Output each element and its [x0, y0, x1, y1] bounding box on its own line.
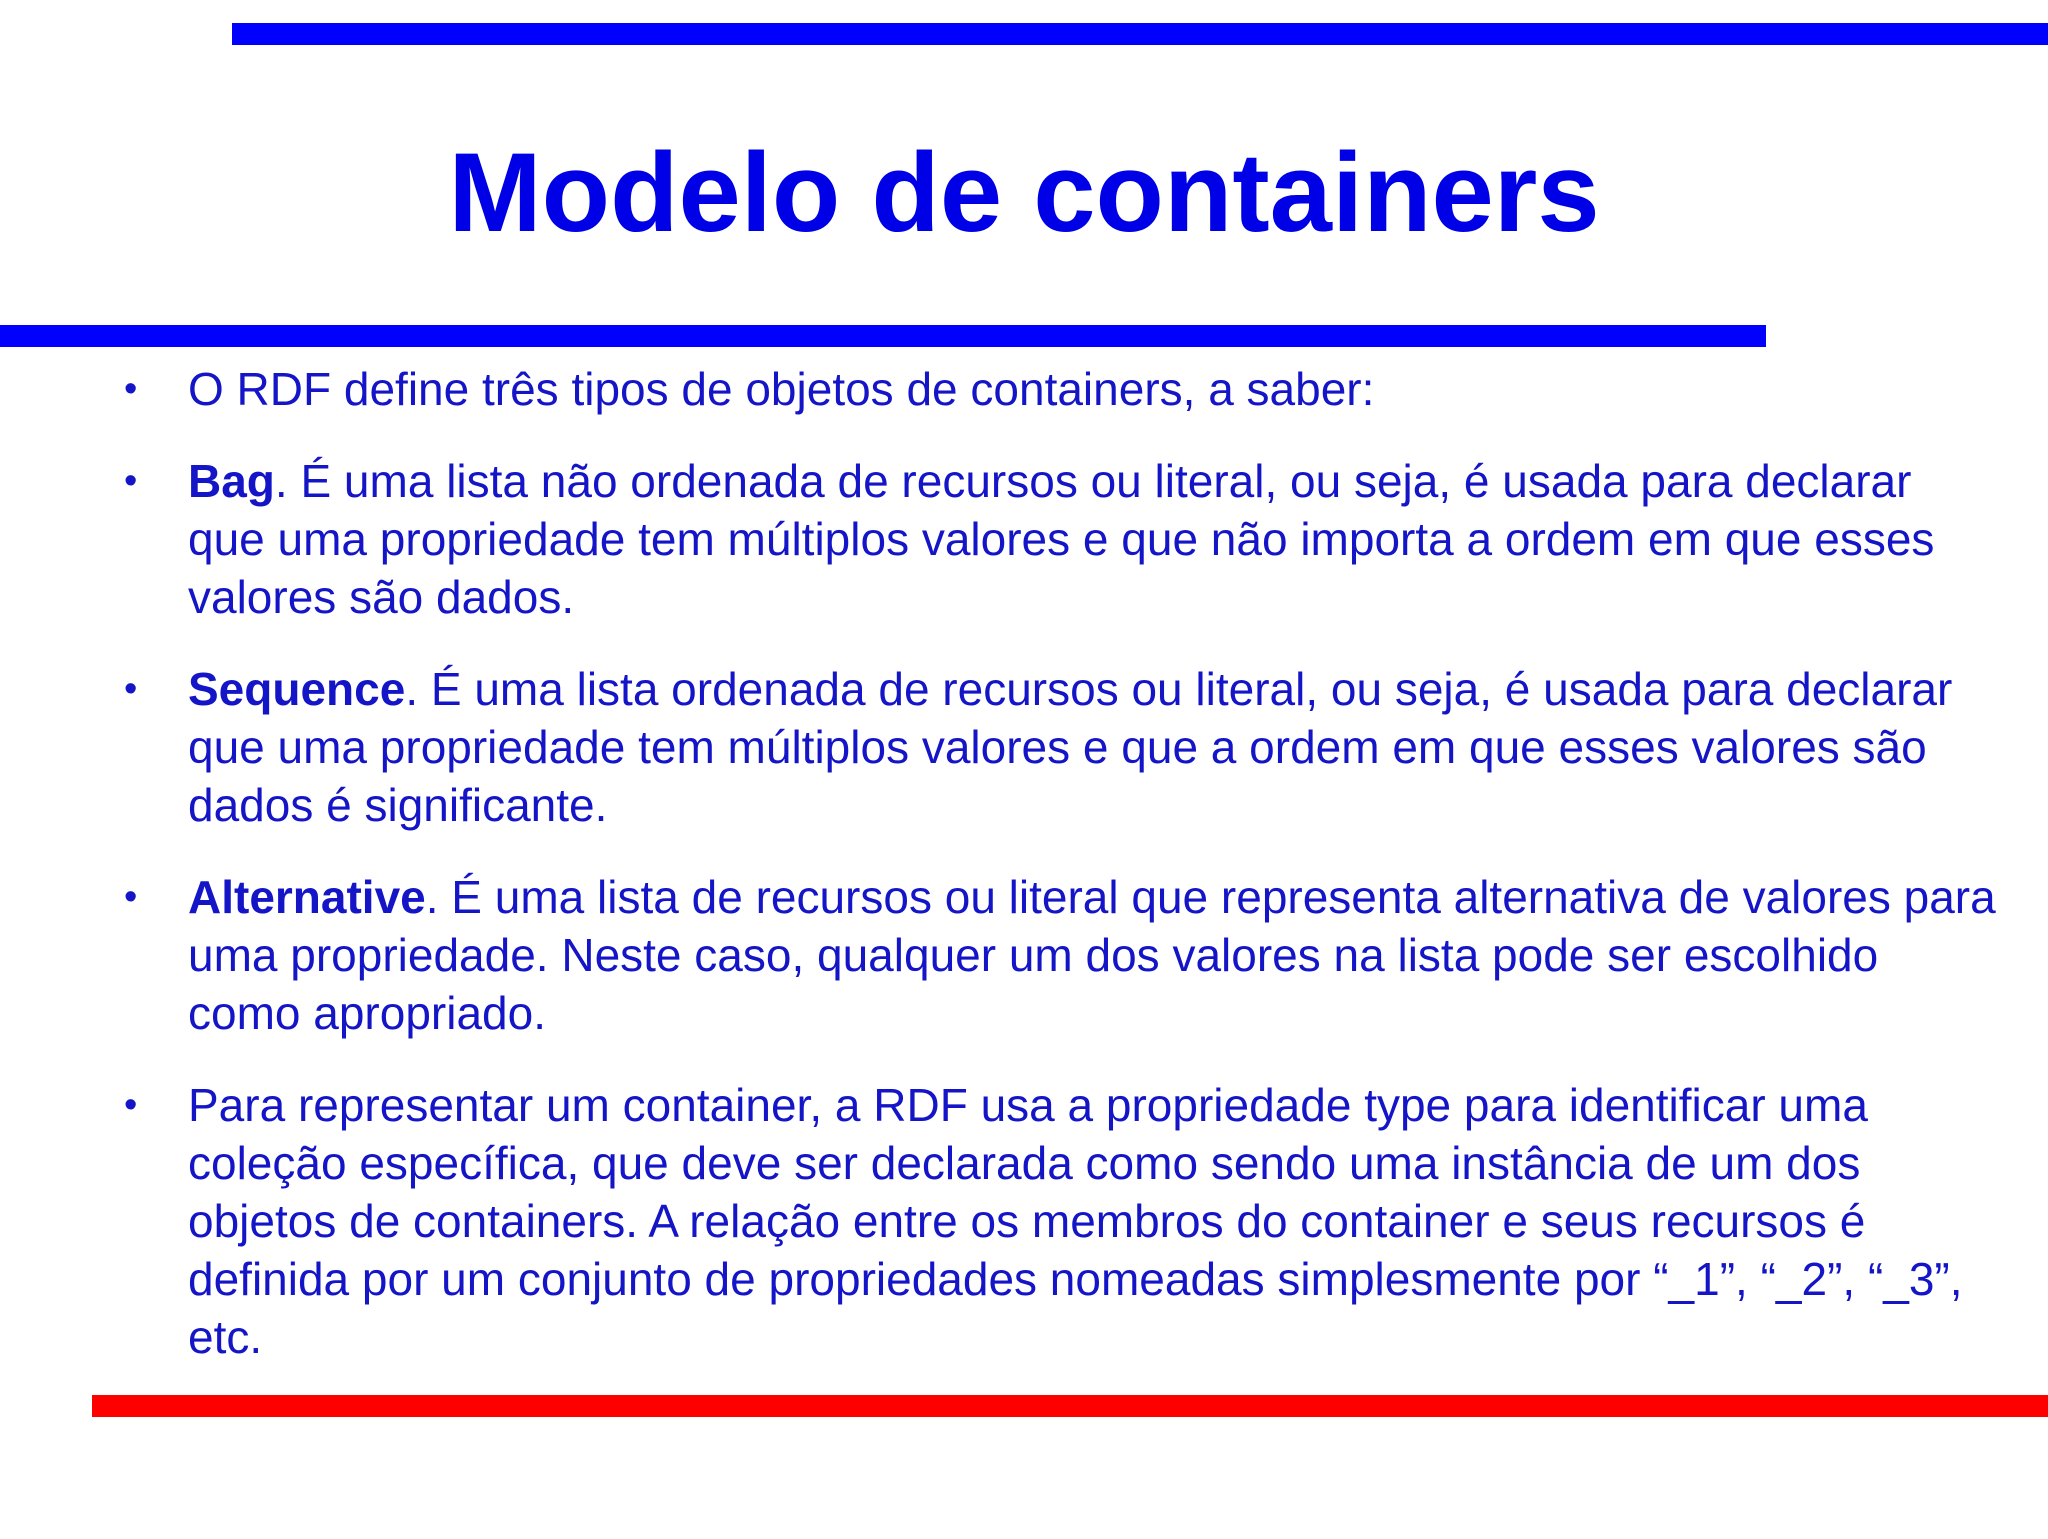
bullet-text: Para representar um container, a RDF usa a propriedade type para identificar uma coleção específica, que deve ser declarada como sendo uma instância de um dos objetos de containers. A relação entre os membros do container e seus recursos é definida por um conjunto de propriedades nomeadas simplesmente por “_1”, “_2”, “_3”, etc.: [188, 1079, 1963, 1363]
bullet-text: . É uma lista ordenada de recursos ou literal, ou seja, é usada para declarar que uma propriedade tem múltiplos valores e que a ordem em que esses valores são dados é significante.: [188, 663, 1953, 831]
top-blue-bar: [232, 23, 2048, 45]
bullet-dot: •: [124, 876, 138, 918]
bullet-dot: •: [124, 368, 138, 410]
bullet-container-representation: [0, 1076, 2048, 1366]
bullet-dot: •: [124, 460, 138, 502]
bullet-text: . É uma lista de recursos ou literal que representa alternativa de valores para uma propriedade. Neste caso, qualquer um dos valores na lista pode ser escolhido como apropriado.: [188, 871, 1996, 1039]
bullet-dot: •: [124, 668, 138, 710]
bullet-dot: •: [124, 1084, 138, 1126]
bullet-list: [0, 360, 2048, 1400]
bullet-term-alternative: Alternative: [188, 871, 426, 923]
bullet-alternative: [0, 868, 2048, 1042]
bullet-term-bag: Bag: [188, 455, 275, 507]
title-underline-blue-bar: [0, 325, 1766, 347]
slide-title: Modelo de containers: [448, 130, 1600, 255]
bullet-sequence: [0, 660, 2048, 834]
bottom-red-bar: [92, 1395, 2048, 1417]
bullet-text: . É uma lista não ordenada de recursos ou literal, ou seja, é usada para declarar que uma propriedade tem múltiplos valores e que não importa a ordem em que esses valores são dados.: [188, 455, 1935, 623]
bullet-text: O RDF define três tipos de objetos de containers, a saber:: [188, 363, 1375, 415]
bullet-term-sequence: Sequence: [188, 663, 406, 715]
bullet-intro: [0, 360, 2048, 418]
bullet-bag: [0, 452, 2048, 626]
